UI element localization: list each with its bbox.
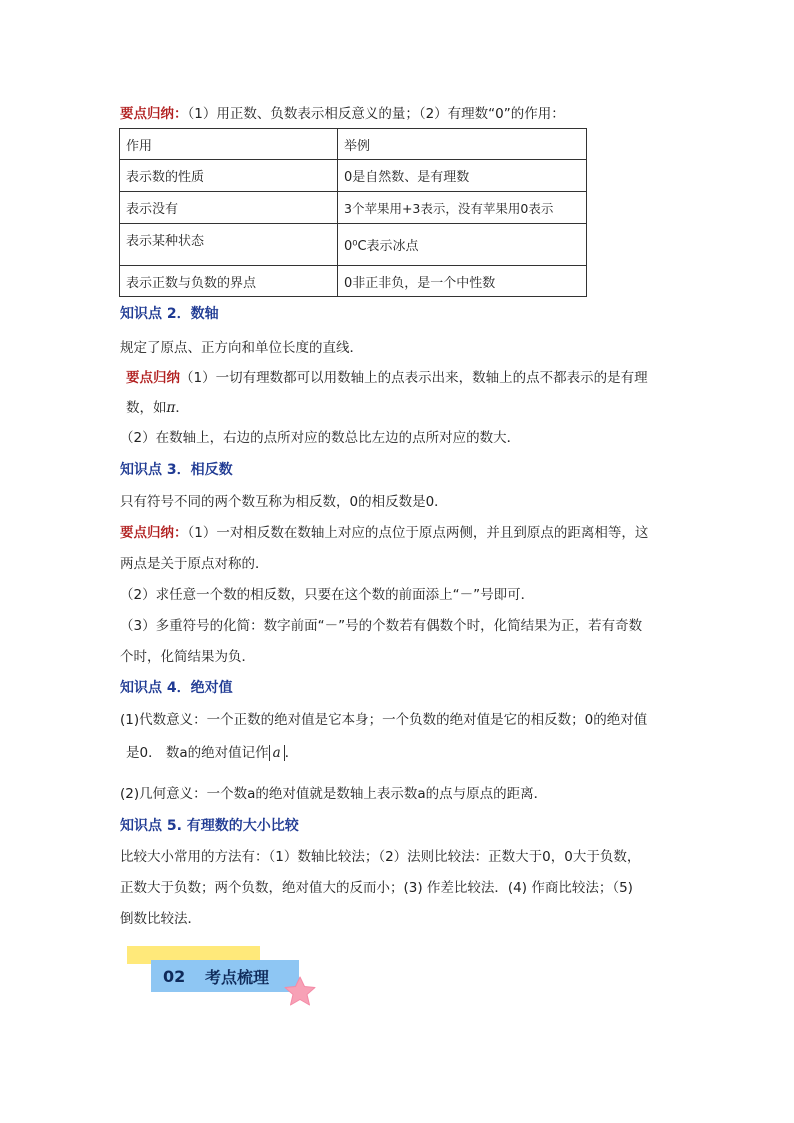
kp3-definition: 只有符号不同的两个数互称为相反数，0的相反数是0． <box>120 494 448 510</box>
kp2-point1-text: （1）一切有理数都可以用数轴上的点表示出来，数轴上的点不都表示的是有理 <box>180 370 648 386</box>
kp2-point1-end: ． <box>175 400 189 416</box>
table-header-cell: 作用 <box>120 129 338 160</box>
kp4-point1-line2 <box>126 744 298 762</box>
table-row <box>120 266 587 297</box>
table-header-cell: 举例 <box>338 129 587 160</box>
kp5-title: 知识点 5. 有理数的大小比较 <box>120 818 299 834</box>
table-cell: 表示某种状态 <box>120 224 338 266</box>
table-cell: 3个苹果用+3表示，没有苹果用0表示 <box>338 192 587 224</box>
intro-label: 要点归纳： <box>120 106 188 122</box>
kp5-line2: 正数大于负数；两个负数，绝对值大的反而小；(3) 作差比较法．(4) 作商比较法；（5) <box>120 880 633 896</box>
kp2-title: 知识点 2．数轴 <box>120 306 219 322</box>
pi-symbol: π <box>166 400 176 416</box>
kp3-point2: （2）求任意一个数的相反数，只要在这个数的前面添上“－”号即可． <box>120 587 535 603</box>
kp3-title: 知识点 3．相反数 <box>120 462 233 478</box>
kp2-point2: （2）在数轴上，右边的点所对应的数总比左边的点所对应的数大． <box>120 430 521 446</box>
table-cell: 表示没有 <box>120 192 338 224</box>
kp3-point1-line2: 两点是关于原点对称的． <box>120 556 269 572</box>
kp2-label: 要点归纳 <box>126 370 180 386</box>
star-icon <box>284 976 316 1006</box>
kp5-line1: 比较大小常用的方法有：（1）数轴比较法；（2）法则比较法：正数大于0，0大于负数， <box>120 849 641 865</box>
section-badge-title: 考点梳理 <box>205 967 270 987</box>
kp4-point2: (2)几何意义：一个数a的绝对值就是数轴上表示数a的点与原点的距离． <box>120 786 548 802</box>
table-cell: 表示正数与负数的界点 <box>120 266 338 297</box>
kp2-definition: 规定了原点、正方向和单位长度的直线． <box>120 340 363 356</box>
section-badge <box>151 960 299 992</box>
table-cell: 表示数的性质 <box>120 160 338 192</box>
section-badge-number: 02 <box>163 966 186 986</box>
table-row <box>120 224 587 266</box>
kp4-point1-line1: (1)代数意义：一个正数的绝对值是它本身；一个负数的绝对值是它的相反数；0的绝对值 <box>120 712 648 728</box>
intro-line <box>120 105 565 123</box>
intro-text: （1）用正数、负数表示相反意义的量；（2）有理数“0”的作用： <box>187 106 565 122</box>
kp4-title: 知识点 4．绝对值 <box>120 680 233 696</box>
table-header-row <box>120 129 587 160</box>
kp3-label: 要点归纳： <box>120 525 188 541</box>
kp2-point1-line1 <box>126 369 648 387</box>
table-cell: 0非正非负，是一个中性数 <box>338 266 587 297</box>
table-row <box>120 160 587 192</box>
zero-role-table <box>119 128 587 297</box>
kp2-point1-line2 <box>126 399 189 417</box>
kp3-point3-line1: （3）多重符号的化简：数字前面“－”号的个数若有偶数个时，化简结果为正，若有奇数 <box>120 618 643 634</box>
table-row <box>120 192 587 224</box>
table-cell: 0是自然数、是有理数 <box>338 160 587 192</box>
kp3-point1-line1 <box>120 524 648 542</box>
kp5-line3: 倒数比较法． <box>120 911 201 927</box>
kp2-point1-cont: 数，如 <box>126 400 167 416</box>
kp4-point1-end: ． <box>284 745 299 761</box>
kp3-point3-line2: 个时，化简结果为负． <box>120 649 255 665</box>
kp4-point1-cont: 是0． 数a的绝对值记作 <box>126 745 269 761</box>
table-cell: 0⁰C表示冰点 <box>338 224 587 266</box>
absolute-value-symbol: a <box>269 745 285 761</box>
kp3-point1-text: （1）一对相反数在数轴上对应的点位于原点两侧，并且到原点的距离相等，这 <box>187 525 649 541</box>
